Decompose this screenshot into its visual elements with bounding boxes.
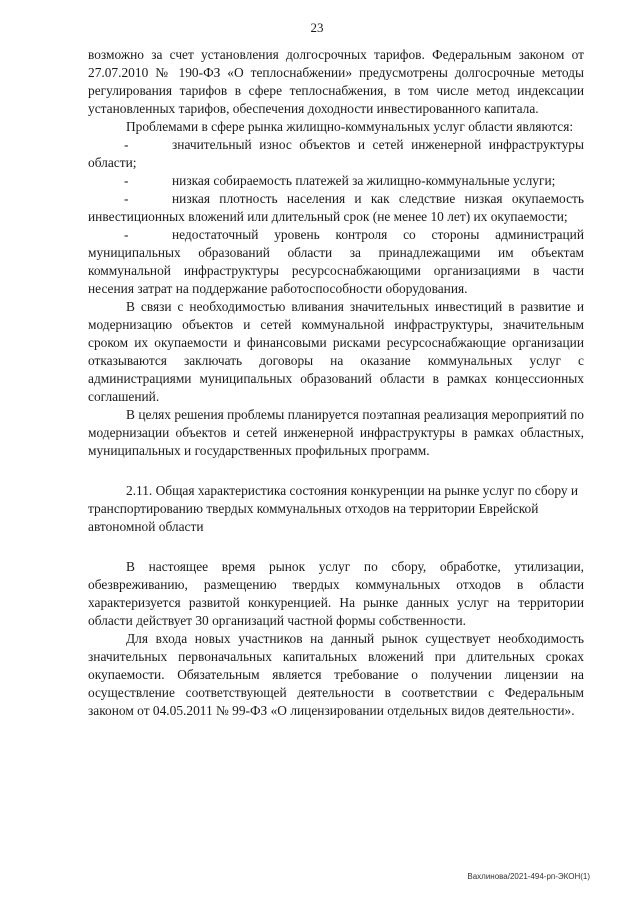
bullet-dash: - [124, 173, 129, 188]
bullet-text: недостаточный уровень контроля со стороны администраций муниципальных образований области за принадлежащими им объектам коммунальной инфраструктуры ресурсоснабжающими организациями в части несения затрат на поддержание работоспособности оборудования. [88, 227, 584, 296]
paragraph-solution: В целях решения проблемы планируется поэтапная реализация мероприятий по модернизации объектов и сетей инженерной инфраструктуры в рамках областных, муниципальных и государственных профильных программ. [88, 407, 584, 458]
bullet-dash: - [124, 137, 129, 152]
document-footer-code: Вахлинова/2021-494-рп-ЭКОН(1) [467, 872, 590, 881]
paragraph-investments: В связи с необходимостью вливания значительных инвестиций в развитие и модернизацию объектов и сетей коммунальной инфраструктуры, значительным сроком их окупаемости и финансовыми рисками ресурсоснабжающие организации отказываются заключать договоры на оказание коммунальных услуг с администрациями муниципальных образований области в рамках концессионных соглашений. [88, 299, 584, 404]
paragraph-market-status: В настоящее время рынок услуг по сбору, обработке, утилизации, обезвреживанию, размещению твердых коммунальных отходов в области характеризуется развитой конкуренцией. На рынке данных услуг на территории области действует 30 организаций частной формы собственности. [88, 559, 584, 628]
paragraph-market-entry: Для входа новых участников на данный рынок существует необходимость значительных первоначальных капитальных вложений при длительных сроках окупаемости. Обязательным является требование о получении лицензии на осуществление соответствующей деятельности в соответствии с Федеральным законом от 04.05.2011 № 99-ФЗ «О лицензировании отдельных видов деятельности». [88, 631, 584, 718]
bullet-item [88, 190, 584, 226]
paragraph-tariffs: возможно за счет установления долгосрочных тарифов. Федеральным законом от 27.07.2010 № 190-ФЗ «О теплоснабжении» предусмотрены долгосрочные методы регулирования тарифов в сфере теплоснабжения, в том числе метод индексации установленных тарифов, обеспечения доходности инвестированного капитала. [88, 47, 584, 116]
document-body [88, 46, 584, 720]
spacer [88, 460, 584, 482]
bullet-text: значительный износ объектов и сетей инженерной инфраструктуры области; [88, 137, 584, 170]
bullet-dash: - [124, 227, 129, 242]
section-heading: 2.11. Общая характеристика состояния конкуренции на рынке услуг по сбору и транспортированию твердых коммунальных отходов на территории Еврейской автономной области [88, 483, 579, 534]
bullet-item [88, 226, 584, 298]
bullet-item [88, 172, 584, 190]
bullet-text: низкая плотность населения и как следствие низкая окупаемость инвестиционных вложений или длительный срок (не менее 10 лет) их окупаемости; [88, 191, 584, 224]
spacer [88, 536, 584, 558]
page-number: 23 [310, 20, 324, 35]
bullet-dash: - [124, 191, 129, 206]
bullet-text: низкая собираемость платежей за жилищно-коммунальные услуги; [172, 173, 556, 188]
paragraph-problems-intro: Проблемами в сфере рынка жилищно-коммунальных услуг области являются: [126, 119, 574, 134]
bullet-item [88, 136, 584, 172]
